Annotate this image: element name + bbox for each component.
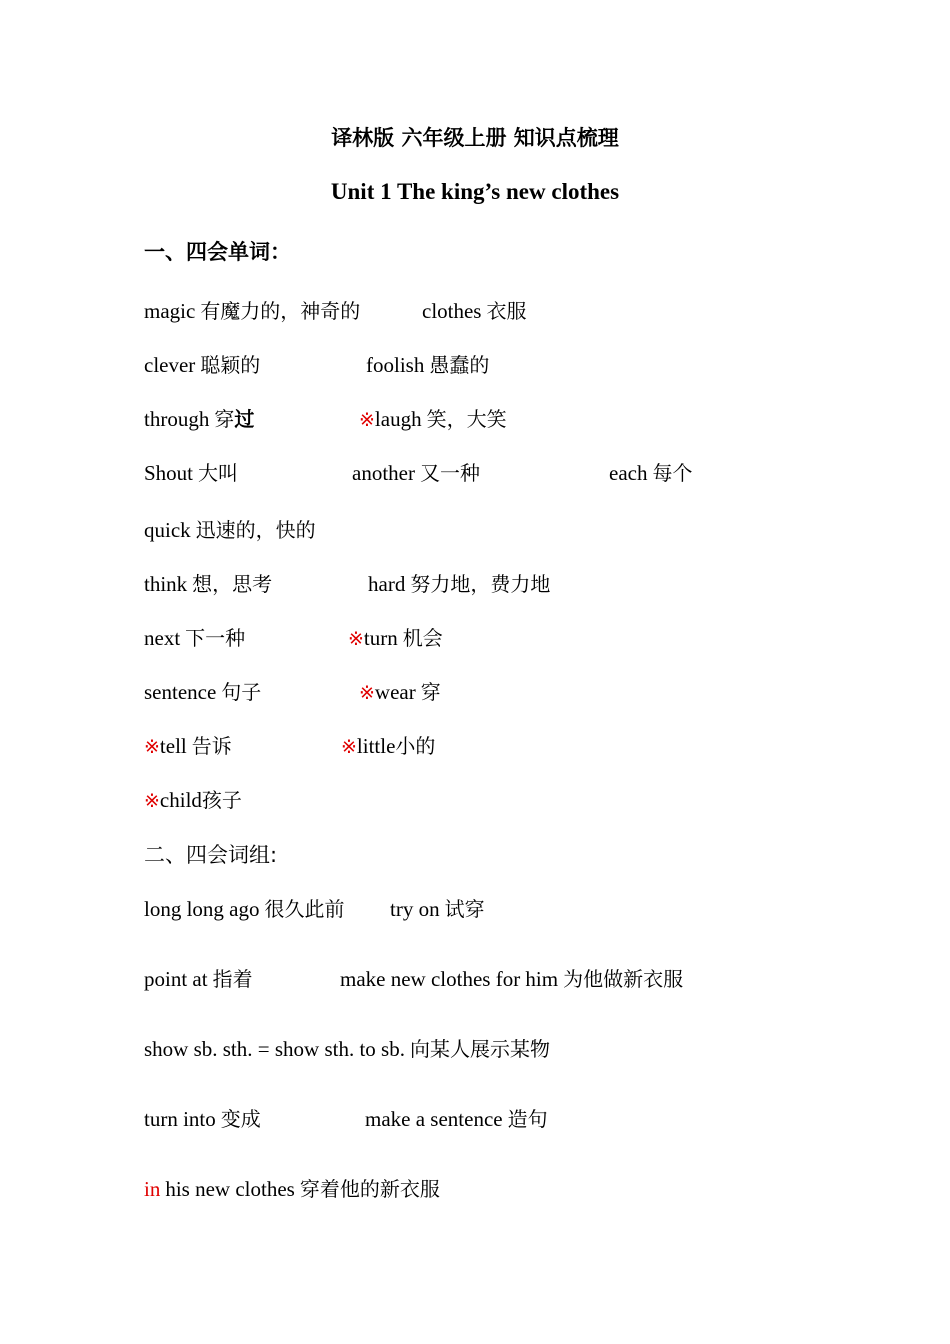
word-chinese: 孩子 — [201, 788, 242, 812]
phrase-english: point at — [144, 967, 208, 991]
word-row — [0, 568, 950, 598]
phrase-english: turn into — [144, 1107, 216, 1131]
word-chinese: 小的 — [395, 734, 436, 758]
word-chinese: 笑，大笑 — [426, 407, 507, 431]
word-row — [0, 514, 950, 544]
word-english: clothes — [422, 299, 482, 323]
phrase-entry — [390, 893, 485, 922]
word-english: wear — [374, 680, 416, 704]
phrase-entry — [144, 1173, 440, 1202]
word-english: child — [159, 788, 202, 812]
word-chinese: 穿 — [214, 407, 235, 431]
phrase-chinese: 很久此前 — [264, 897, 345, 921]
word-row — [0, 295, 950, 325]
word-chinese: 机会 — [402, 626, 443, 650]
phrase-entry — [144, 1033, 550, 1062]
word-chinese: 衣服 — [486, 299, 527, 323]
word-chinese: 穿 — [420, 680, 441, 704]
word-entry — [144, 457, 238, 486]
word-english: turn — [363, 626, 398, 650]
unit-title: Unit 1 The king’s new clothes — [330, 179, 620, 204]
word-entry — [422, 295, 526, 324]
word-english: through — [144, 407, 210, 431]
word-entry — [609, 457, 692, 486]
word-entry — [144, 568, 272, 597]
phrase-row — [0, 963, 950, 993]
word-entry — [144, 622, 245, 651]
word-row — [0, 403, 950, 433]
phrase-chinese: 向某人展示某物 — [409, 1037, 550, 1061]
word-entry — [144, 403, 254, 432]
phrase-row — [0, 893, 950, 923]
word-entry — [144, 349, 260, 378]
word-english: foolish — [366, 353, 425, 377]
word-row — [0, 676, 950, 706]
word-chinese: 努力地，费力地 — [410, 572, 551, 596]
star-mark-icon: ※ — [359, 682, 375, 704]
phrase-english: long long ago — [144, 897, 260, 921]
word-english: sentence — [144, 680, 217, 704]
word-english: clever — [144, 353, 196, 377]
star-mark-icon: ※ — [341, 736, 357, 758]
phrase-chinese: 为他做新衣服 — [563, 967, 684, 991]
word-chinese: 迅速的，快的 — [195, 518, 316, 542]
phrase-chinese: 指着 — [212, 967, 253, 991]
word-row — [0, 349, 950, 379]
phrase-chinese: 造句 — [507, 1107, 548, 1131]
phrase-row — [0, 1103, 950, 1133]
word-english: little — [356, 734, 396, 758]
word-english: Shout — [144, 461, 194, 485]
star-mark-icon: ※ — [144, 790, 160, 812]
word-entry — [144, 514, 316, 543]
word-chinese: 下一种 — [185, 626, 246, 650]
word-row — [0, 730, 950, 760]
word-chinese-bold: 过 — [234, 407, 255, 431]
phrase-row — [0, 1033, 950, 1063]
word-entry — [359, 403, 507, 432]
word-english: another — [352, 461, 415, 485]
word-chinese: 又一种 — [419, 461, 480, 485]
word-english: tell — [159, 734, 187, 758]
word-english: laugh — [374, 407, 422, 431]
word-entry — [359, 676, 441, 705]
word-english: think — [144, 572, 188, 596]
phrase-entry — [144, 963, 253, 992]
phrase-entry — [144, 1103, 261, 1132]
word-entry — [366, 349, 489, 378]
word-chinese: 大叫 — [198, 461, 239, 485]
word-entry — [144, 676, 261, 705]
word-chinese: 每个 — [652, 461, 693, 485]
phrase-english-highlight: in — [144, 1177, 161, 1201]
phrase-entry — [365, 1103, 548, 1132]
star-mark-icon: ※ — [348, 628, 364, 650]
word-entry — [368, 568, 550, 597]
phrase-chinese: 试穿 — [444, 897, 485, 921]
word-entry — [144, 295, 360, 324]
word-english: next — [144, 626, 181, 650]
word-english: quick — [144, 518, 191, 542]
phrase-english: show sb. sth. = show sth. to sb. — [144, 1037, 405, 1061]
word-english: magic — [144, 299, 196, 323]
phrase-chinese: 穿着他的新衣服 — [299, 1177, 440, 1201]
phrase-english: make new clothes for him — [340, 967, 559, 991]
phrase-entry — [340, 963, 683, 992]
document-title: 译林版 六年级上册 知识点梳理 — [331, 126, 619, 150]
word-english: hard — [368, 572, 406, 596]
phrase-row — [0, 1173, 950, 1203]
word-chinese: 告诉 — [191, 734, 232, 758]
section-heading-phrases: 二、四会词组: — [144, 843, 278, 867]
word-chinese: 想，思考 — [192, 572, 273, 596]
word-row — [0, 457, 950, 487]
word-chinese: 聪颖的 — [200, 353, 261, 377]
word-row — [0, 622, 950, 652]
phrase-english: his new clothes — [165, 1177, 295, 1201]
word-chinese: 有魔力的，神奇的 — [200, 299, 361, 323]
word-english: each — [609, 461, 648, 485]
phrase-entry — [144, 893, 345, 922]
phrase-english: make a sentence — [365, 1107, 503, 1131]
section-heading-words: 一、四会单词： — [144, 240, 291, 264]
phrase-english: try on — [390, 897, 440, 921]
star-mark-icon: ※ — [144, 736, 160, 758]
word-entry — [352, 457, 480, 486]
word-entry — [348, 622, 443, 651]
word-chinese: 句子 — [221, 680, 262, 704]
word-entry — [144, 784, 242, 813]
phrase-chinese: 变成 — [220, 1107, 261, 1131]
word-chinese: 愚蠢的 — [429, 353, 490, 377]
word-entry — [144, 730, 232, 759]
word-entry — [341, 730, 435, 759]
word-row — [0, 784, 950, 814]
star-mark-icon: ※ — [359, 409, 375, 431]
